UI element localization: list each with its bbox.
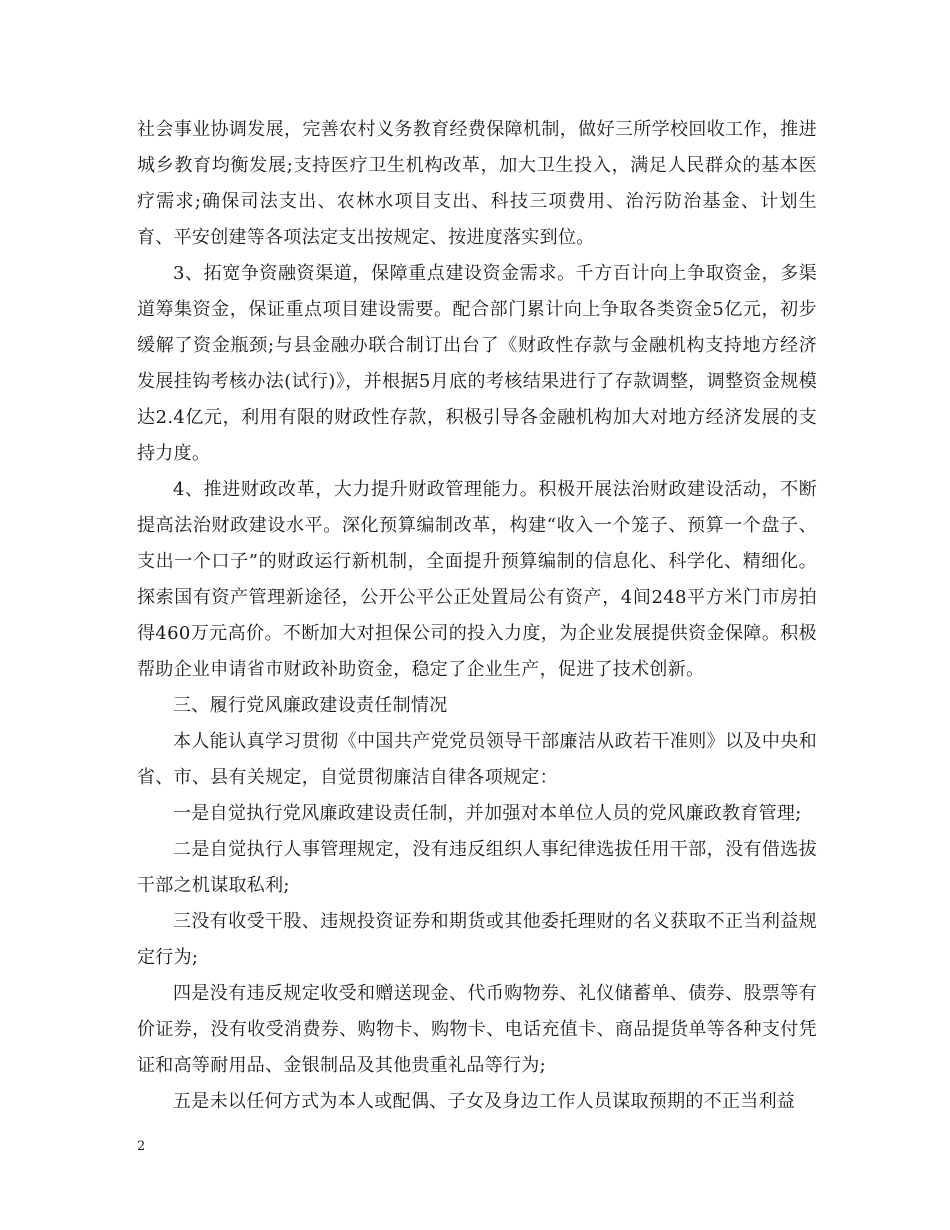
paragraph: 三没有收受干股、违规投资证券和期货或其他委托理财的名义获取不正当利益规定行为; bbox=[137, 911, 817, 968]
paragraph: 五是未以任何方式为本人或配偶、子女及身边工作人员谋取预期的不正当利益 bbox=[173, 1091, 796, 1112]
document-body bbox=[137, 112, 817, 1120]
paragraph: 本人能认真学习贯彻《中国共产党党员领导干部廉洁从政若干准则》以及中央和省、市、县有关规定，自觉贯彻廉洁自律各项规定： bbox=[137, 731, 817, 788]
paragraph: 一是自觉执行党风廉政建设责任制，并加强对本单位人员的党风廉政教育管理; bbox=[173, 803, 802, 824]
paragraph: 社会事业协调发展，完善农村义务教育经费保障机制，做好三所学校回收工作，推进城乡教育均衡发展;支持医疗卫生机构改革，加大卫生投入，满足人民群众的基本医疗需求;确保司法支出、农林水项目支出、科技三项费用、治污防治基金、计划生育、平安创建等各项法定支出按规定、按进度落实到位。 bbox=[137, 119, 817, 248]
paragraph: 3、拓宽争资融资渠道，保障重点建设资金需求。千方百计向上争取资金，多渠道筹集资金，保证重点项目建设需要。配合部门累计向上争取各类资金5亿元，初步缓解了资金瓶颈;与县金融办联合制订出台了《财政性存款与金融机构支持地方经济发展挂钩考核办法(试行)》，并根据5月底的考核结果进行了存款调整，调整资金规模达2.4亿元，利用有限的财政性存款，积极引导各金融机构加大对地方经济发展的支持力度。 bbox=[137, 263, 817, 464]
page-number: 2 bbox=[137, 1139, 146, 1154]
paragraph: 4、推进财政改革，大力提升财政管理能力。积极开展法治财政建设活动，不断提高法治财政建设水平。深化预算编制改革，构建“收入一个笼子、预算一个盘子、支出一个口子”的财政运行新机制，全面提升预算编制的信息化、科学化、精细化。探索国有资产管理新途径，公开公平公正处置局公有资产，4间248平方米门市房拍得460万元高价。不断加大对担保公司的投入力度，为企业发展提供资金保障。积极帮助企业申请省市财政补助资金，稳定了企业生产，促进了技术创新。 bbox=[137, 479, 817, 680]
paragraph: 二是自觉执行人事管理规定，没有违反组织人事纪律选拔任用干部，没有借选拔干部之机谋取私利; bbox=[137, 839, 817, 896]
section-heading: 三、履行党风廉政建设责任制情况 bbox=[173, 695, 448, 716]
paragraph: 四是没有违反规定收受和赠送现金、代币购物券、礼仪储蓄单、债券、股票等有价证券，没有收受消费券、购物卡、购物卡、电话充值卡、商品提货单等各种支付凭证和高等耐用品、金银制品及其他贵重礼品等行为; bbox=[137, 983, 817, 1076]
